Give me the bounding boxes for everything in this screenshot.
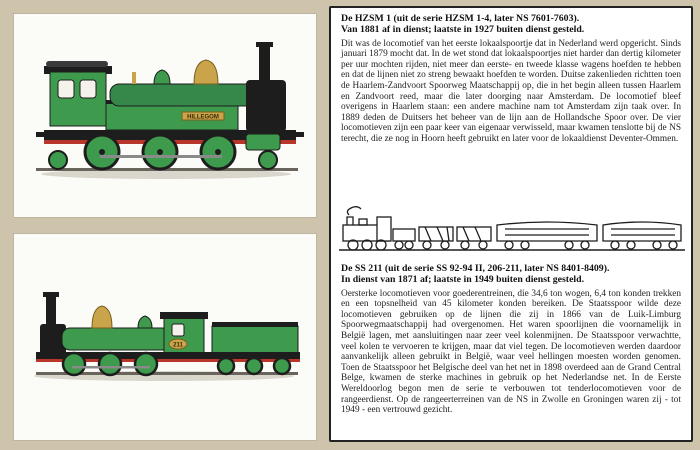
section-heading xyxy=(341,14,681,36)
tender-locomotive-illustration xyxy=(14,234,316,440)
number-plate-text: 211 xyxy=(173,342,183,349)
heading-title: De SS 211 (uit de serie SS 92-94 II, 206-211, later NS 8401-8409). xyxy=(341,263,610,274)
section-ss xyxy=(341,264,681,416)
section-hzsm xyxy=(341,14,681,145)
heading-service-period: In dienst van 1871 af; laatste in 1949 buiten dienst gesteld. xyxy=(341,273,585,285)
nameplate-text: HILLEGOM xyxy=(187,114,219,121)
section-body: Oersterke locomotieven voor goederentreinen, die 34,6 ton wogen, 6,4 ton konden trekken en een topsnelheid van 45 kilometer konden bereiken. De Staatsspoor wilde deze locomotieven gebruiken op de lijnen die zij in 1866 van de Luik-Limburg Spoorwegmaatschappij had overgenomen. Het waren spoorlijnen die voornamelijk in België lagen, met aansluitingen naar zeer veel kolenmijnen. De Staatsspoor verwachtte, veel kolen te vervoeren te krijgen, maar dat viel tegen. De locomotieven werden daardoor aanvankelijk alleen gebruikt in België, waar veel hellingen moesten worden genomen. Toen de Staatsspoor het Belgische deel van het net in 1898 overdeed aan de Grand Central Belge, kwamen de sterke machines in gebruik op het Nederlandse net. In de Eerste Wereldoorlog begon men de serie te verbouwen tot tenderlocomotieven voor de rangeerdienst. Op de rangeerterreinen van de NS in Zwolle en Groningen waren zij - tot 1949 - een vertrouwd gezicht. xyxy=(341,288,681,416)
section-body: Dit was de locomotief van het eerste lokaalspoortje dat in Nederland werd opgericht. Sinds januari 1879 mocht dat. In de wet stond dat lokaalspoortjes niet harder dan dertig kilometer per uur mochten rijden, niet meer dan eerste- en tweede klasse wagens hoefden te hebben en dat de lijnen niet zo streng bewaakt hoefden te worden. Duitse zakenlieden richtten toen de Haarlem-Zandvoort Spoorweg Maatschappij op, die in het begin alleen tussen Haarlem en Zandvoort reed, maar die later doorging naar Amsterdam. De locomotief bleef overigens in Haarlem staan: een andere machine nam tot Amsterdam zijn taak over. In 1889 deden de Duitsers het beheer van de lijn aan de Hollandsche Spoor over. De vier locomotieven zijn een paar keer van eigenaar verwisseld, maar kwamen tenslotte bij de NS terecht, die ze nog in Hoorn heeft gebruikt en later voor de lokaaldienst Deventer-Ommen. xyxy=(341,38,682,144)
heading-title: De HZSM 1 (uit de serie HZSM 1-4, later NS 7601-7603). xyxy=(341,13,580,24)
text-panel xyxy=(329,6,693,442)
tank-locomotive-illustration xyxy=(14,14,316,217)
vintage-train-frieze xyxy=(339,205,685,255)
heading-service-period: Van 1881 af in dienst; laatste in 1927 buiten dienst gesteld. xyxy=(341,23,585,35)
section-heading xyxy=(341,264,681,286)
locomotive-card-hzsm xyxy=(14,14,316,217)
locomotive-card-ss xyxy=(14,234,316,440)
